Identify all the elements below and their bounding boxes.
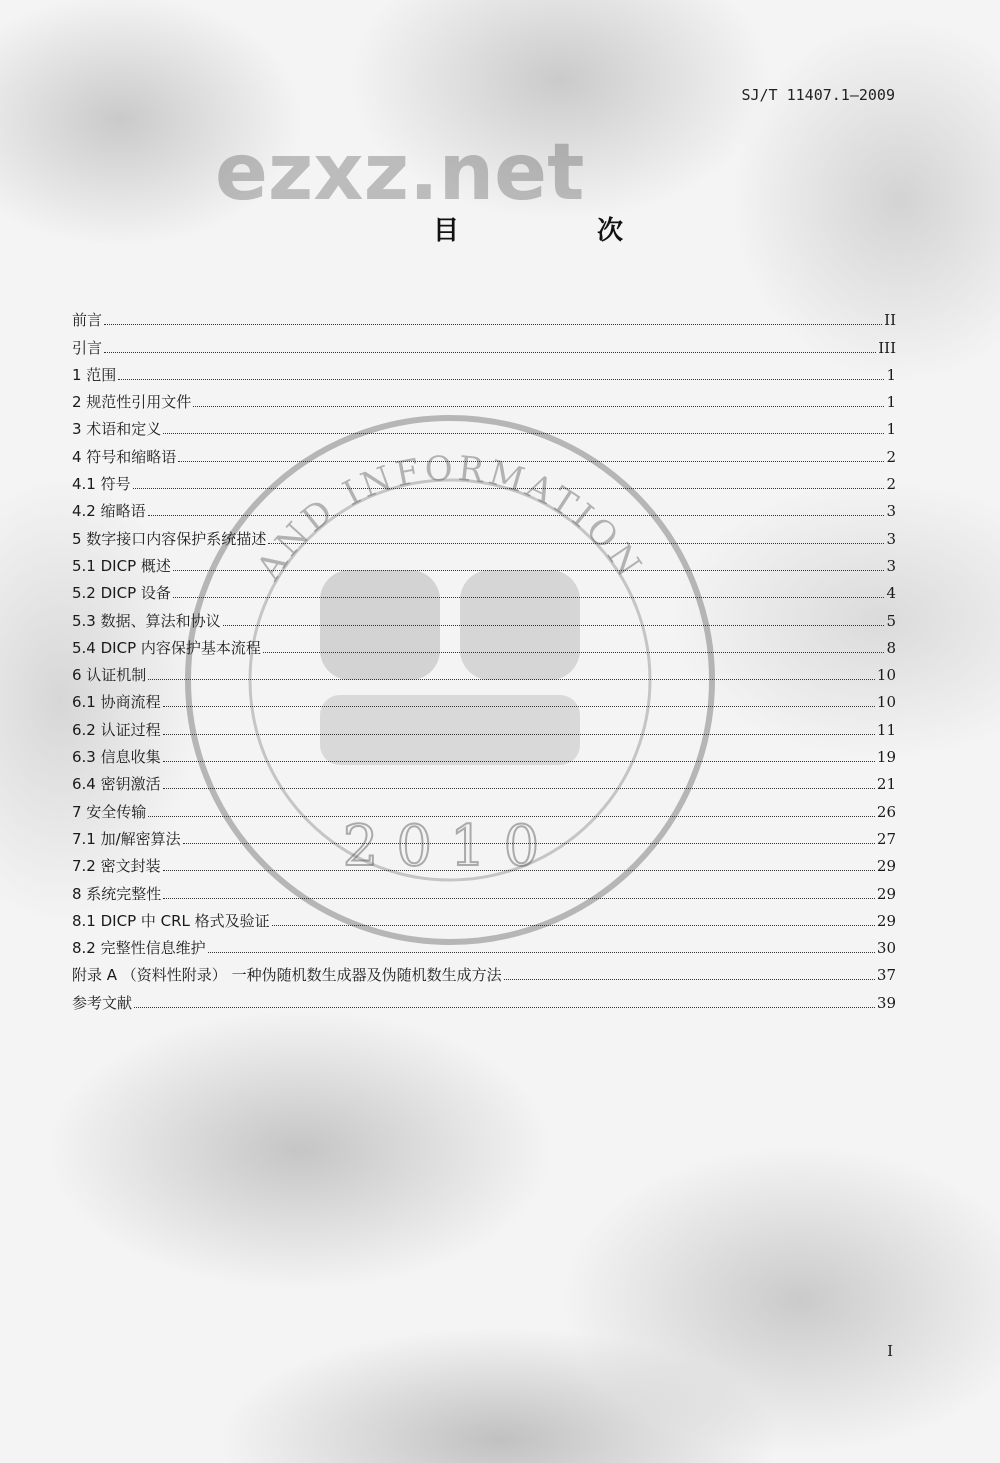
toc-entry-page: III [878,338,896,357]
toc-dot-leader [148,679,875,680]
toc-entry[interactable] [72,466,896,493]
toc-entry-label: 5 数字接口内容保护系统描述 [72,529,267,548]
toc-dot-leader [223,625,885,626]
toc-entry[interactable] [72,875,896,902]
toc-entry-page: 3 [886,556,896,575]
toc-entry-page: 1 [886,393,896,412]
toc-entry-label: 5.1 DICP 概述 [72,556,171,575]
toc-entry[interactable] [72,438,896,465]
toc-entry-page: 3 [886,502,896,521]
toc-entry-label: 1 范围 [72,365,117,384]
toc-entry-page: 5 [886,611,896,630]
toc-entry[interactable] [72,575,896,602]
toc-entry[interactable] [72,957,896,984]
toc-dot-leader [134,1007,875,1008]
toc-entry[interactable] [72,302,896,329]
toc-entry-page: 39 [876,993,896,1012]
toc-entry-label: 8.1 DICP 中 CRL 格式及验证 [72,911,270,930]
toc-entry-page: 19 [876,748,896,767]
toc-entry[interactable] [72,357,896,384]
toc-dot-leader [178,461,884,462]
toc-dot-leader [208,952,875,953]
toc-entry-label: 8.2 完整性信息维护 [72,939,206,958]
toc-entry-page: II [884,311,896,330]
toc-entry-label: 6.2 认证过程 [72,720,161,739]
toc-entry[interactable] [72,630,896,657]
toc-dot-leader [193,406,884,407]
toc-dot-leader [104,352,876,353]
toc-entry-label: 7.1 加/解密算法 [72,829,181,848]
toc-entry-page: 2 [886,447,896,466]
toc-dot-leader [504,979,875,980]
toc-entry-label: 5.2 DICP 设备 [72,584,171,603]
toc-entry-page: 1 [886,365,896,384]
page-title: 目 次 [432,216,679,246]
toc-entry-page: 2 [886,475,896,494]
toc-entry-label: 6.4 密钥激活 [72,775,161,794]
toc-entry-label: 4 符号和缩略语 [72,447,177,466]
toc-entry-label: 4.1 符号 [72,475,131,494]
toc-entry-page: 30 [876,939,896,958]
toc-dot-leader [173,597,885,598]
toc-entry-label: 引言 [72,338,103,357]
toc-dot-leader [163,433,884,434]
toc-entry[interactable] [72,520,896,547]
toc-entry[interactable] [72,984,896,1011]
toc-entry-page: 8 [886,638,896,657]
toc-dot-leader [148,515,885,516]
toc-dot-leader [163,761,875,762]
toc-entry[interactable] [72,657,896,684]
toc-entry[interactable] [72,329,896,356]
toc-entry-page: 37 [876,966,896,985]
toc-entry-page: 29 [876,857,896,876]
toc-dot-leader [133,488,885,489]
toc-dot-leader [268,543,884,544]
standard-code: SJ/T 11407.1—2009 [741,86,895,104]
toc-entry-label: 参考文献 [72,993,133,1012]
toc-entry[interactable] [72,848,896,875]
toc-entry-label: 6.1 协商流程 [72,693,161,712]
toc-entry[interactable] [72,684,896,711]
toc-entry[interactable] [72,930,896,957]
toc-dot-leader [263,652,885,653]
toc-dot-leader [163,734,875,735]
toc-dot-leader [183,843,875,844]
toc-dot-leader [272,925,875,926]
toc-entry-label: 附录 A （资料性附录） 一种伪随机数生成器及伪随机数生成方法 [72,966,502,985]
toc-entry-page: 3 [886,529,896,548]
toc-entry-page: 26 [876,802,896,821]
toc-entry-label: 前言 [72,311,103,330]
table-of-contents [72,302,896,1012]
toc-entry[interactable] [72,384,896,411]
toc-entry-label: 8 系统完整性 [72,884,162,903]
toc-dot-leader [173,570,885,571]
toc-entry-label: 6 认证机制 [72,666,147,685]
toc-entry-label: 6.3 信息收集 [72,748,161,767]
toc-entry-label: 5.3 数据、算法和协议 [72,611,221,630]
page-number: I [887,1342,893,1360]
toc-entry[interactable] [72,411,896,438]
seal-year: 2010 [342,814,558,879]
toc-dot-leader [163,898,875,899]
toc-entry[interactable] [72,548,896,575]
toc-dot-leader [163,788,875,789]
toc-entry-page: 21 [876,775,896,794]
toc-entry-page: 27 [876,829,896,848]
toc-dot-leader [118,379,884,380]
toc-entry[interactable] [72,602,896,629]
toc-entry[interactable] [72,766,896,793]
seal-arc-text: AND INFORMATION [249,448,651,588]
site-watermark: ezxz.net [215,128,585,218]
toc-entry-page: 10 [876,693,896,712]
toc-dot-leader [148,816,875,817]
toc-entry[interactable] [72,793,896,820]
toc-entry-label: 4.2 缩略语 [72,502,146,521]
toc-entry-label: 3 术语和定义 [72,420,162,439]
toc-entry[interactable] [72,711,896,738]
toc-entry-label: 5.4 DICP 内容保护基本流程 [72,638,261,657]
toc-entry-label: 7 安全传输 [72,802,147,821]
toc-entry[interactable] [72,493,896,520]
toc-entry-page: 11 [876,720,896,739]
toc-dot-leader [163,706,875,707]
toc-entry[interactable] [72,739,896,766]
toc-entry[interactable] [72,903,896,930]
toc-entry[interactable] [72,821,896,848]
toc-entry-page: 29 [876,884,896,903]
toc-dot-leader [104,324,882,325]
toc-entry-page: 4 [886,584,896,603]
toc-dot-leader [163,870,875,871]
toc-entry-page: 29 [876,911,896,930]
toc-entry-label: 7.2 密文封装 [72,857,161,876]
toc-entry-page: 10 [876,666,896,685]
toc-entry-page: 1 [886,420,896,439]
toc-entry-label: 2 规范性引用文件 [72,393,192,412]
